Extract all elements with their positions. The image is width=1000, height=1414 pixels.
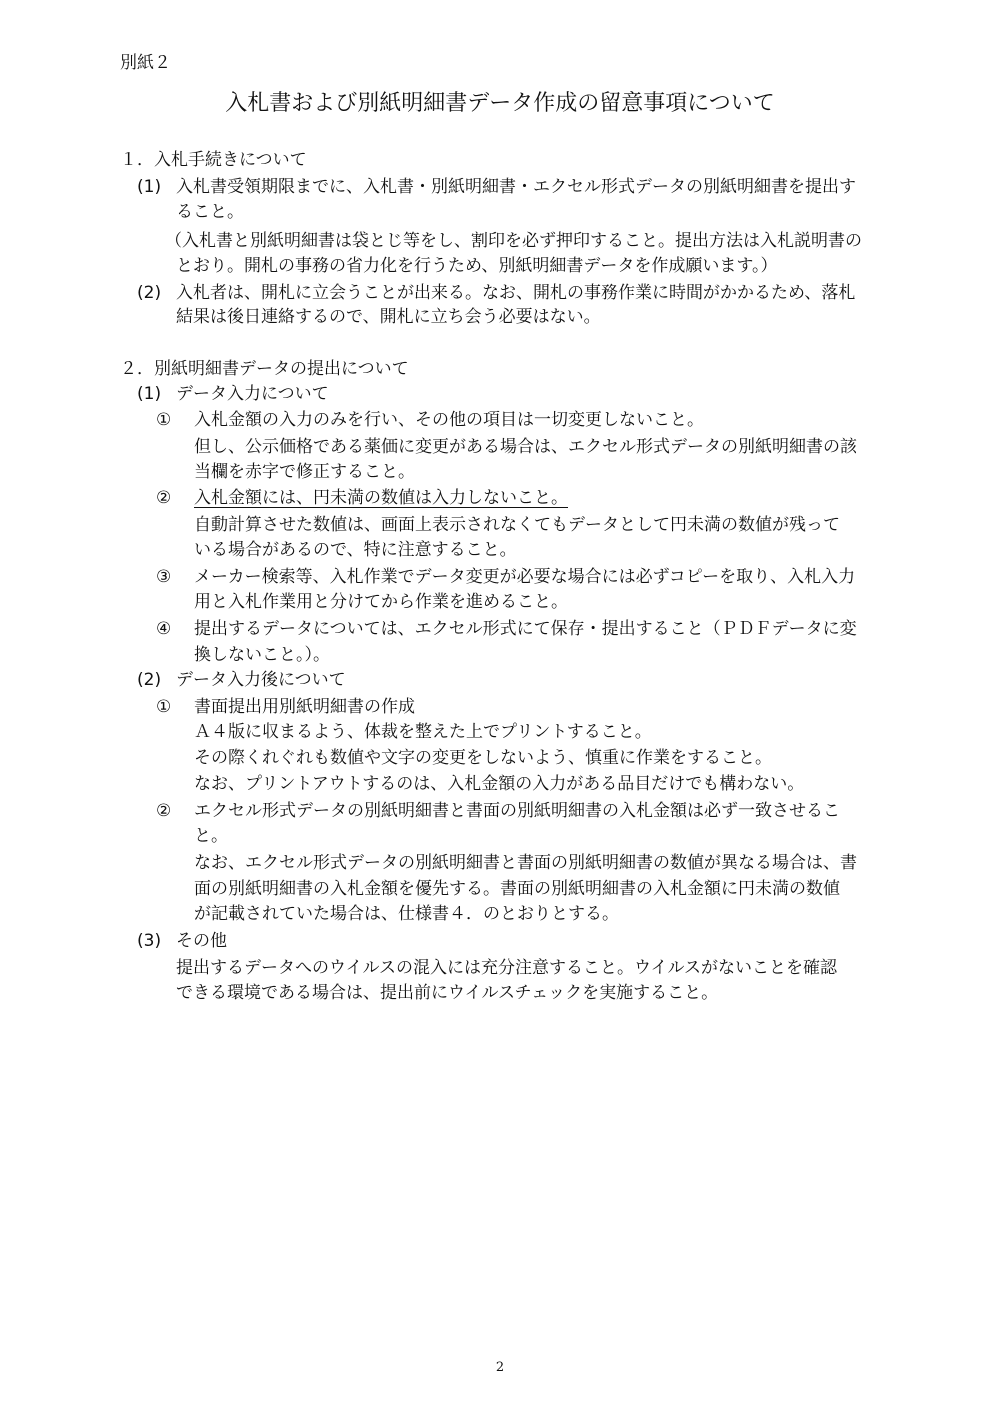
sub-2-1-c1-line: 但し、公示価格である薬価に変更がある場合は、エクセル形式データの別紙明細書の該: [194, 437, 857, 457]
circle-1-marker: ①: [156, 410, 172, 430]
item-1-2-marker: (2): [137, 283, 162, 303]
page-number: 2: [495, 1360, 505, 1375]
document-title: 入札書および別紙明細書データ作成の留意事項について: [225, 91, 775, 116]
sub-2-2-c1-line: その際くれぐれも数値や文字の変更をしないよう、慎重に作業をすること。: [194, 748, 772, 768]
item-1-2-line: 入札者は、開札に立会うことが出来る。なお、開札の事務作業に時間がかかるため、落札: [176, 283, 856, 303]
section-1-heading: １．入札手続きについて: [120, 150, 307, 170]
sub-2-2-c2-line: が記載されていた場合は、仕様書４．のとおりとする。: [194, 904, 619, 924]
sub-2-1-label: データ入力について: [176, 384, 329, 404]
section-2-heading: ２．別紙明細書データの提出について: [120, 359, 409, 379]
item-1-1-note-line: とおり。開札の事務の省力化を行うため、別紙明細書データを作成願います。）: [176, 256, 778, 276]
sub-2-1-c3-line: 用と入札作業用と分けてから作業を進めること。: [194, 592, 568, 612]
circle-4-marker: ④: [156, 619, 172, 639]
underlined-instruction: 入札金額には、円未満の数値は入力しないこと。: [194, 488, 568, 508]
sub-2-3-line: 提出するデータへのウイルスの混入には充分注意すること。ウイルスがないことを確認: [176, 958, 837, 978]
sub-2-1-c1-line: 当欄を赤字で修正すること。: [194, 462, 415, 482]
sub-2-2-c1-line: 書面提出用別紙明細書の作成: [194, 697, 415, 717]
sub-2-1-c3-line: メーカー検索等、入札作業でデータ変更が必要な場合には必ずコピーを取り、入札入力: [194, 567, 856, 587]
sub-2-1-c4-line: 換しないこと。）。: [194, 645, 330, 665]
item-1-1-note-line: （入札書と別紙明細書は袋とじ等をし、割印を必ず押印すること。提出方法は入札説明書の: [165, 231, 862, 251]
item-1-1-line: 入札書受領期限までに、入札書・別紙明細書・エクセル形式データの別紙明細書を提出す: [176, 177, 856, 197]
sub-2-2-c2-line: エクセル形式データの別紙明細書と書面の別紙明細書の入札金額は必ず一致させるこ: [194, 801, 840, 821]
sub-2-1-c2-line: 自動計算させた数値は、画面上表示されなくてもデータとして円未満の数値が残って: [194, 515, 840, 535]
item-1-2-line: 結果は後日連絡するので、開札に立ち会う必要はない。: [176, 307, 601, 327]
sub-2-1-c1-line: 入札金額の入力のみを行い、その他の項目は一切変更しないこと。: [194, 410, 704, 430]
attachment-label: 別紙２: [120, 53, 171, 73]
sub-2-2-c2-line: と。: [194, 826, 228, 846]
sub-2-1-c4-line: 提出するデータについては、エクセル形式にて保存・提出すること（ＰＤＦデータに変: [194, 619, 857, 639]
sub-2-3-label: その他: [176, 931, 227, 951]
sub-2-2-c1-line: なお、プリントアウトするのは、入札金額の入力がある品目だけでも構わない。: [194, 774, 805, 794]
circle-3-marker: ③: [156, 567, 172, 587]
circle-2-marker: ②: [156, 801, 172, 821]
item-1-1-line: ること。: [176, 202, 244, 222]
sub-2-2-marker: (2): [137, 670, 162, 690]
sub-2-2-c1-line: Ａ４版に収まるよう、体裁を整えた上でプリントすること。: [194, 722, 652, 742]
item-1-1-marker: (1): [137, 177, 162, 197]
sub-2-2-c2-line: 面の別紙明細書の入札金額を優先する。書面の別紙明細書の入札金額に円未満の数値: [194, 879, 840, 899]
sub-2-3-line: できる環境である場合は、提出前にウイルスチェックを実施すること。: [176, 983, 719, 1003]
sub-2-2-label: データ入力後について: [176, 670, 346, 690]
sub-2-3-marker: (3): [137, 931, 162, 951]
sub-2-1-c2-line: いる場合があるので、特に注意すること。: [194, 540, 517, 560]
circle-2-marker: ②: [156, 488, 172, 508]
circle-1-marker: ①: [156, 697, 172, 717]
sub-2-1-marker: (1): [137, 384, 162, 404]
sub-2-2-c2-line: なお、エクセル形式データの別紙明細書と書面の別紙明細書の数値が異なる場合は、書: [194, 853, 857, 873]
